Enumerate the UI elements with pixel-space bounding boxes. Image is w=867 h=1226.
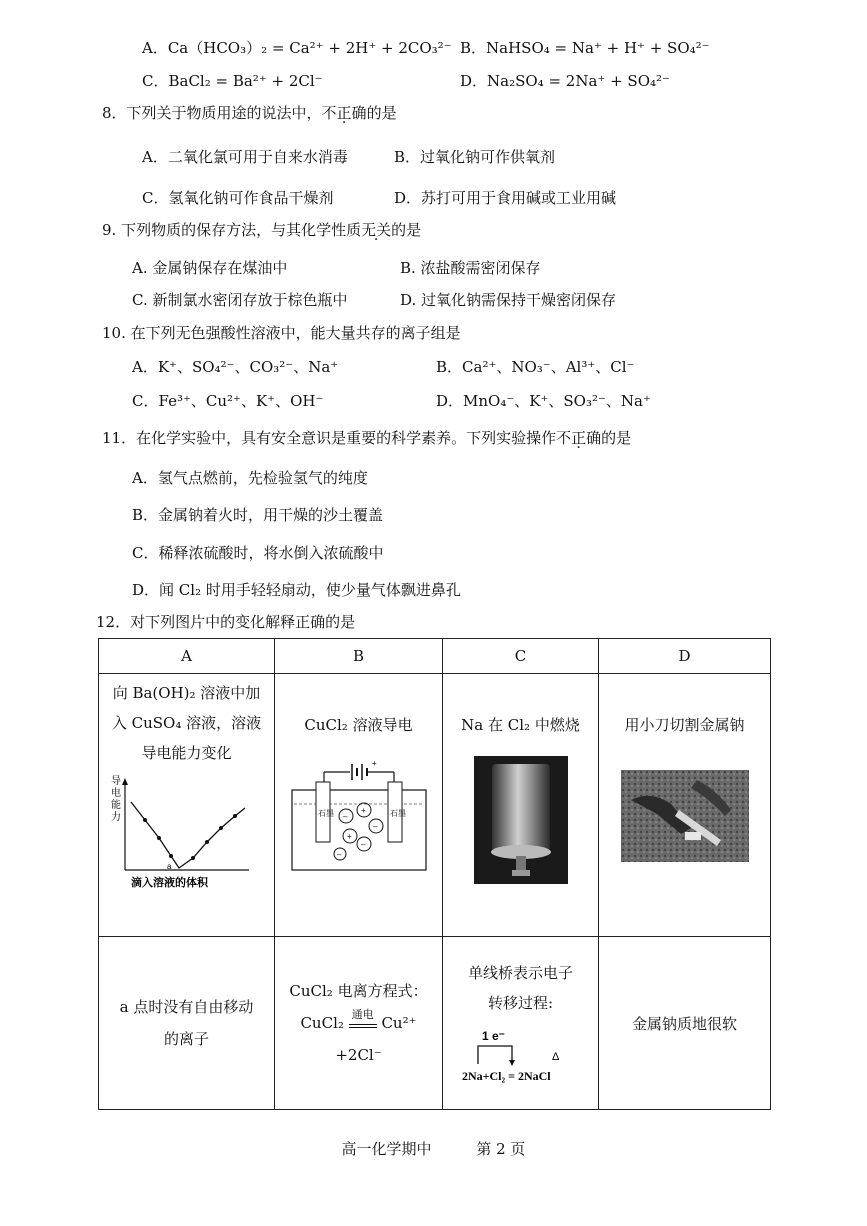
q12-d-title: 用小刀切割金属钠 — [624, 716, 745, 734]
q9-stem-post: 的是 — [391, 221, 422, 239]
q9-option-a: A. 金属钠保存在煤油中 — [132, 259, 288, 277]
q8-option-a: A．二氧化氯可用于自来水消毒 — [142, 148, 348, 166]
q7-option-c: C．BaCl₂ = Ba²⁺ + 2Cl⁻ — [142, 72, 323, 90]
q12-b-equation — [275, 1007, 442, 1071]
svg-text:–: – — [372, 822, 377, 831]
q12-b-explanation — [275, 975, 442, 1071]
graph-ylabel-1: 导 — [111, 776, 121, 787]
q12-table — [98, 638, 771, 1110]
q10-stem: 10. 在下列无色强酸性溶液中，能大量共存的离子组是 — [102, 324, 461, 342]
svg-text:–: – — [342, 812, 347, 821]
graph-ylabel-4: 力 — [111, 812, 121, 823]
electrode-label-left: 石墨 — [317, 809, 334, 818]
q9-option-d: D. 过氧化钠需保持干燥密闭保存 — [400, 291, 617, 309]
q12-a-title-line3: 导电能力变化 — [141, 744, 232, 762]
q8-stem — [102, 103, 397, 123]
q8-stem-emphasis: 不正确 — [321, 104, 367, 122]
q12-a-explanation-line2: 的离子 — [163, 1030, 209, 1048]
electron-transfer-label: 1 e⁻ — [481, 1029, 505, 1043]
bridge-arrow — [478, 1046, 512, 1064]
q11-option-c: C．稀释浓硫酸时，将水倒入浓硫酸中 — [132, 544, 384, 562]
svg-text:–: – — [360, 840, 365, 849]
q11-option-d: D．闻 Cl₂ 时用手轻轻扇动，使少量气体飘进鼻孔 — [132, 581, 461, 599]
q7-option-d: D．Na₂SO₄ = 2Na⁺ + SO₄²⁻ — [460, 72, 670, 90]
q12-a-title — [99, 678, 274, 768]
q7-option-a: A．Ca（HCO₃）₂ = Ca²⁺ + 2H⁺ + 2CO₃²⁻ — [142, 39, 452, 57]
q9-option-b: B. 浓盐酸需密闭保存 — [400, 259, 541, 277]
beaker — [292, 790, 426, 870]
footer-subject: 高一化学期中 — [341, 1140, 432, 1158]
q10-option-d: D．MnO₄⁻、K⁺、SO₃²⁻、Na⁺ — [436, 392, 651, 410]
q12-a-explanation-line1: a 点时没有自由移动 — [119, 998, 254, 1016]
page-footer — [0, 1138, 867, 1159]
q11-stem-pre: 11．在化学实验中，具有安全意识是重要的科学素养。下列实验操作 — [102, 429, 557, 447]
q12-cell-c-explanation — [443, 937, 599, 1110]
q12-cell-d-explanation — [599, 937, 771, 1110]
q9-stem-emphasis: 无关 — [361, 221, 392, 239]
q12-a-explanation — [99, 991, 274, 1055]
svg-text:+: + — [371, 759, 377, 768]
q11-stem-post: 的是 — [601, 429, 632, 447]
heat-symbol: Δ — [551, 1051, 559, 1063]
q10-option-a: A．K⁺、SO₄²⁻、CO₃²⁻、Na⁺ — [132, 358, 339, 376]
q8-stem-pre: 8．下列关于物质用途的说法中， — [102, 104, 322, 122]
q12-a-title-line1: 向 Ba(OH)₂ 溶液中加 — [112, 684, 261, 702]
q12-b-equation-lhs: CuCl₂ — [300, 1014, 344, 1032]
q12-cell-b-explanation — [275, 937, 443, 1110]
q12-d-explanation: 金属钠质地很软 — [631, 1014, 737, 1033]
q12-stem: 12．对下列图片中的变化解释正确的是 — [96, 613, 356, 631]
q12-b-title: CuCl₂ 溶液导电 — [304, 716, 413, 734]
q12-b-equation-arrow — [349, 1008, 377, 1028]
q12-header-c: C — [443, 639, 599, 674]
q8-stem-post: 的是 — [366, 104, 397, 122]
graph-xlabel: 滴入溶液的体积 — [131, 877, 208, 889]
q8-option-d: D．苏打可用于食用碱或工业用碱 — [394, 189, 617, 207]
cutting-sodium-photo — [621, 770, 749, 862]
q11-stem-emphasis: 不正确 — [556, 429, 602, 447]
q12-a-title-line2: 入 CuSO₄ 溶液，溶液 — [111, 714, 262, 732]
q8-option-c: C．氢氧化钠可作食品干燥剂 — [142, 189, 334, 207]
q12-header-b: B — [275, 639, 443, 674]
q12-c-title: Na 在 Cl₂ 中燃烧 — [461, 716, 580, 734]
svg-text:+: + — [346, 832, 352, 841]
q12-cell-a-explanation — [99, 937, 275, 1110]
sodium-burning-photo — [474, 756, 568, 884]
conductivity-graph — [109, 772, 259, 892]
q11-option-a: A．氢气点燃前，先检验氢气的纯度 — [132, 469, 368, 487]
q12-b-explanation-line1: CuCl₂ 电离方程式： — [289, 982, 428, 1000]
graph-ylabel-2: 电 — [111, 788, 121, 799]
graph-point-label: a — [167, 862, 172, 871]
reaction-equation: 2Na+Cl₂ = 2NaCl — [461, 1069, 551, 1083]
q10-option-b: B．Ca²⁺、NO₃⁻、Al³⁺、Cl⁻ — [436, 358, 635, 376]
q12-cell-a-image — [99, 674, 275, 937]
footer-page-number: 第 2 页 — [476, 1140, 526, 1158]
q9-stem — [102, 220, 421, 240]
q12-cell-c-image — [443, 674, 599, 937]
q9-stem-pre: 9. 下列物质的保存方法，与其化学性质 — [102, 221, 362, 239]
q12-b-equation-rhs: Cu²⁺ +2Cl⁻ — [335, 1014, 417, 1064]
single-bridge-diagram — [456, 1024, 586, 1088]
q9-option-c: C. 新制氯水密闭存放于棕色瓶中 — [132, 291, 348, 309]
q12-c-explanation-line2: 转移过程: — [487, 994, 554, 1012]
q10-option-c: C．Fe³⁺、Cu²⁺、K⁺、OH⁻ — [132, 392, 324, 410]
electrode-label-right: 石墨 — [389, 809, 406, 818]
q12-b-equation-condition: 通电 — [351, 1008, 374, 1021]
q12-cell-b-image — [275, 674, 443, 937]
q12-header-a: A — [99, 639, 275, 674]
curve-markers — [143, 814, 237, 860]
q12-header-d: D — [599, 639, 771, 674]
graph-ylabel-3: 能 — [111, 800, 121, 811]
q8-option-b: B．过氧化钠可作供氧剂 — [394, 148, 556, 166]
q12-c-explanation — [443, 958, 598, 1018]
q12-c-explanation-line1: 单线桥表示电子 — [467, 964, 573, 982]
svg-text:+: + — [360, 806, 366, 815]
q12-cell-d-image — [599, 674, 771, 937]
conductivity-curve — [131, 802, 245, 868]
electrolysis-apparatus — [284, 750, 434, 880]
q7-option-b: B．NaHSO₄ = Na⁺ + H⁺ + SO₄²⁻ — [460, 39, 710, 57]
svg-text:–: – — [336, 850, 341, 859]
q11-option-b: B．金属钠着火时，用干燥的沙土覆盖 — [132, 506, 384, 524]
q11-stem — [102, 428, 631, 448]
